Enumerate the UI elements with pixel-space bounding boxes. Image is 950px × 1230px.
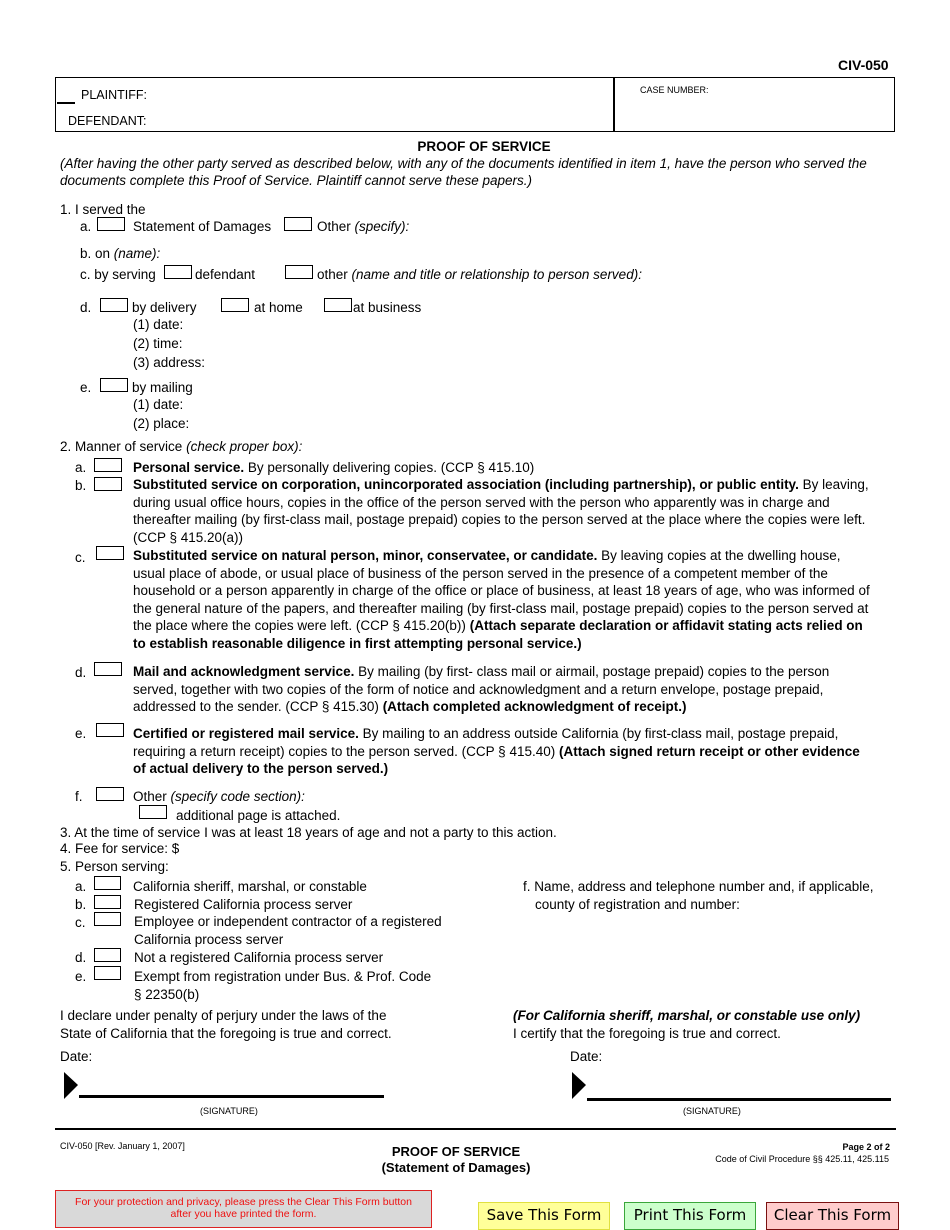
item2-e-letter: e. (75, 726, 87, 741)
caption-divider (613, 77, 615, 132)
caption-box (55, 77, 895, 132)
additional-page-checkbox[interactable] (139, 805, 167, 819)
item5-e-letter: e. (75, 969, 87, 984)
delivery-date-label: (1) date: (133, 317, 184, 332)
case-number-label: CASE NUMBER: (640, 85, 709, 95)
registered-server-checkbox[interactable] (94, 895, 121, 909)
page-title: PROOF OF SERVICE (417, 139, 551, 154)
footer-subtitle: (Statement of Damages) (381, 1160, 531, 1175)
certified-mail-checkbox[interactable] (96, 723, 124, 737)
date-label-left: Date: (60, 1049, 93, 1064)
save-form-button[interactable]: Save This Form (478, 1202, 610, 1230)
item5-d-letter: d. (75, 950, 87, 965)
item1-a-letter: a. (80, 219, 92, 234)
server-info-label-2: county of registration and number: (535, 897, 740, 912)
signature-caption-right: (SIGNATURE) (683, 1106, 741, 1116)
serve-defendant-checkbox[interactable] (164, 265, 192, 279)
instructions: (After having the other party served as described below, with any of the documents identified in item 1, have the person who served the documents complete this Proof of Service. Plaintiff cannot serve these papers.) (60, 156, 867, 188)
footer-title: PROOF OF SERVICE (391, 1144, 521, 1159)
signature-line-right[interactable] (587, 1098, 891, 1101)
defendant-label: DEFENDANT: (68, 114, 147, 128)
other-service-label: Other (specify code section): (133, 789, 305, 804)
revision-note: CIV-050 [Rev. January 1, 2007] (60, 1141, 185, 1151)
other-service-checkbox[interactable] (96, 787, 124, 801)
footer-rule (55, 1128, 896, 1130)
served-name-label: b. on (name): (80, 246, 161, 261)
item3-text: 3. At the time of service I was at least 18 years of age and not a party to this action. (60, 825, 557, 840)
serve-other-label: other (name and title or relationship to person served): (317, 267, 642, 282)
privacy-notice: For your protection and privacy, please press the Clear This Form button after you have printed the form. (55, 1190, 432, 1228)
substituted-corporation-text: Substituted service on corporation, unincorporated association (including partnership), or public entity. By leaving, during usual office hours, copies in the office of the person served with the person who apparently was in charge and thereafter mailing (by first-class mail, postage prepaid) copies to the person served at the place where the copies were left. (CCP § 415.20(a)) (133, 477, 869, 545)
server-info-label-1: f. Name, address and telephone number and, if applicable, (523, 879, 874, 894)
substituted-corporation-checkbox[interactable] (94, 477, 122, 491)
personal-service-text: Personal service. By personally delivering copies. (CCP § 415.10) (133, 460, 535, 475)
at-home-label: at home (254, 300, 303, 315)
plaintiff-label: PLAINTIFF: (81, 88, 147, 102)
item5-a-letter: a. (75, 879, 87, 894)
by-delivery-label: by delivery (132, 300, 197, 315)
delivery-time-label: (2) time: (133, 336, 183, 351)
employee-contractor-label-1: Employee or independent contractor of a registered (134, 914, 442, 929)
exempt-label-2: § 22350(b) (134, 987, 200, 1002)
signature-caption-left: (SIGNATURE) (200, 1106, 258, 1116)
item5-c-letter: c. (75, 915, 86, 930)
by-mailing-label: by mailing (132, 380, 193, 395)
at-business-checkbox[interactable] (324, 298, 352, 312)
item2-c-letter: c. (75, 550, 86, 565)
personal-service-checkbox[interactable] (94, 458, 122, 472)
clear-form-button[interactable]: Clear This Form (766, 1202, 899, 1230)
substituted-natural-person-text: Substituted service on natural person, minor, conservatee, or candidate. By leaving copies at the dwelling house, usual place of abode, or usual place of business of the person served in the presence of a competent member of the household or a person apparently in charge of the office or place of business, at least 18 years of age, who was informed of the general nature of the papers, and thereafter mailing (by first-class mail, postage prepaid) copies to the person served at the place where the copies were left. (CCP § 415.20(b)) (Attach separate declaration or affidavit stating acts relied on to establish reasonable diligence in first attempting personal service.) (133, 548, 870, 651)
item2-b-letter: b. (75, 478, 87, 493)
serve-defendant-label: defendant (195, 267, 256, 282)
additional-page-label: additional page is attached. (176, 808, 341, 823)
item2-f-letter: f. (75, 789, 83, 804)
item5-heading: 5. Person serving: (60, 859, 169, 874)
item2-a-letter: a. (75, 460, 87, 475)
by-serving-label: c. by serving (80, 267, 156, 282)
page-number: Page 2 of 2 (842, 1142, 890, 1152)
by-mailing-checkbox[interactable] (100, 378, 128, 392)
caption-tick (57, 102, 75, 104)
item5-b-letter: b. (75, 897, 87, 912)
item2-d-letter: d. (75, 665, 87, 680)
statement-of-damages-checkbox[interactable] (97, 217, 125, 231)
mail-acknowledgment-text: Mail and acknowledgment service. By mailing (by first- class mail or airmail, postage prepaid) copies to the person served, together with two copies of the form of notice and acknowledgment and a return envelope, postage prepaid, addressed to the sender. (CCP § 415.30) (Attach completed acknowledgment of receipt.) (133, 664, 830, 714)
sheriff-label: California sheriff, marshal, or constable (133, 879, 367, 894)
date-label-right: Date: (570, 1049, 603, 1064)
declaration-right-2: I certify that the foregoing is true and correct. (513, 1026, 781, 1041)
signature-line-left[interactable] (79, 1095, 384, 1098)
print-form-button[interactable]: Print This Form (624, 1202, 756, 1230)
registered-server-label: Registered California process server (134, 897, 353, 912)
substituted-natural-person-checkbox[interactable] (96, 546, 124, 560)
mailing-place-label: (2) place: (133, 416, 190, 431)
mailing-date-label: (1) date: (133, 397, 184, 412)
statement-of-damages-label: Statement of Damages (133, 219, 272, 234)
declaration-left-1: I declare under penalty of perjury under the laws of the (60, 1008, 387, 1023)
employee-contractor-checkbox[interactable] (94, 912, 121, 926)
sheriff-checkbox[interactable] (94, 876, 121, 890)
at-home-checkbox[interactable] (221, 298, 249, 312)
exempt-checkbox[interactable] (94, 966, 121, 980)
by-delivery-checkbox[interactable] (100, 298, 128, 312)
declaration-right-1: (For California sheriff, marshal, or constable use only) (513, 1008, 861, 1023)
form-id: CIV-050 (838, 57, 889, 73)
mail-acknowledgment-checkbox[interactable] (94, 662, 122, 676)
not-registered-label: Not a registered California process server (134, 950, 384, 965)
serve-other-checkbox[interactable] (285, 265, 313, 279)
delivery-address-label: (3) address: (133, 355, 206, 370)
employee-contractor-label-2: California process server (134, 932, 284, 947)
item4-fee-label: 4. Fee for service: $ (60, 841, 180, 856)
item1-e-letter: e. (80, 380, 92, 395)
code-citation: Code of Civil Procedure §§ 425.11, 425.115 (715, 1154, 889, 1164)
at-business-label: at business (353, 300, 422, 315)
declaration-left-2: State of California that the foregoing is true and correct. (60, 1026, 392, 1041)
certified-mail-text: Certified or registered mail service. By mailing to an address outside California (by first-class mail, postage prepaid, requiring a return receipt) copies to the person served. (CCP § 415.40) (Attach signed return receipt or other evidence of actual delivery to the person served.) (133, 726, 860, 776)
not-registered-checkbox[interactable] (94, 948, 121, 962)
signature-arrow-right-icon (572, 1072, 588, 1100)
other-document-label: Other (specify): (317, 219, 410, 234)
signature-arrow-left-icon (64, 1072, 80, 1100)
item2-heading: 2. Manner of service (check proper box): (60, 439, 303, 454)
other-document-checkbox[interactable] (284, 217, 312, 231)
item1-heading: 1. I served the (60, 202, 146, 217)
exempt-label-1: Exempt from registration under Bus. & Prof. Code (134, 969, 432, 984)
item1-d-letter: d. (80, 300, 92, 315)
